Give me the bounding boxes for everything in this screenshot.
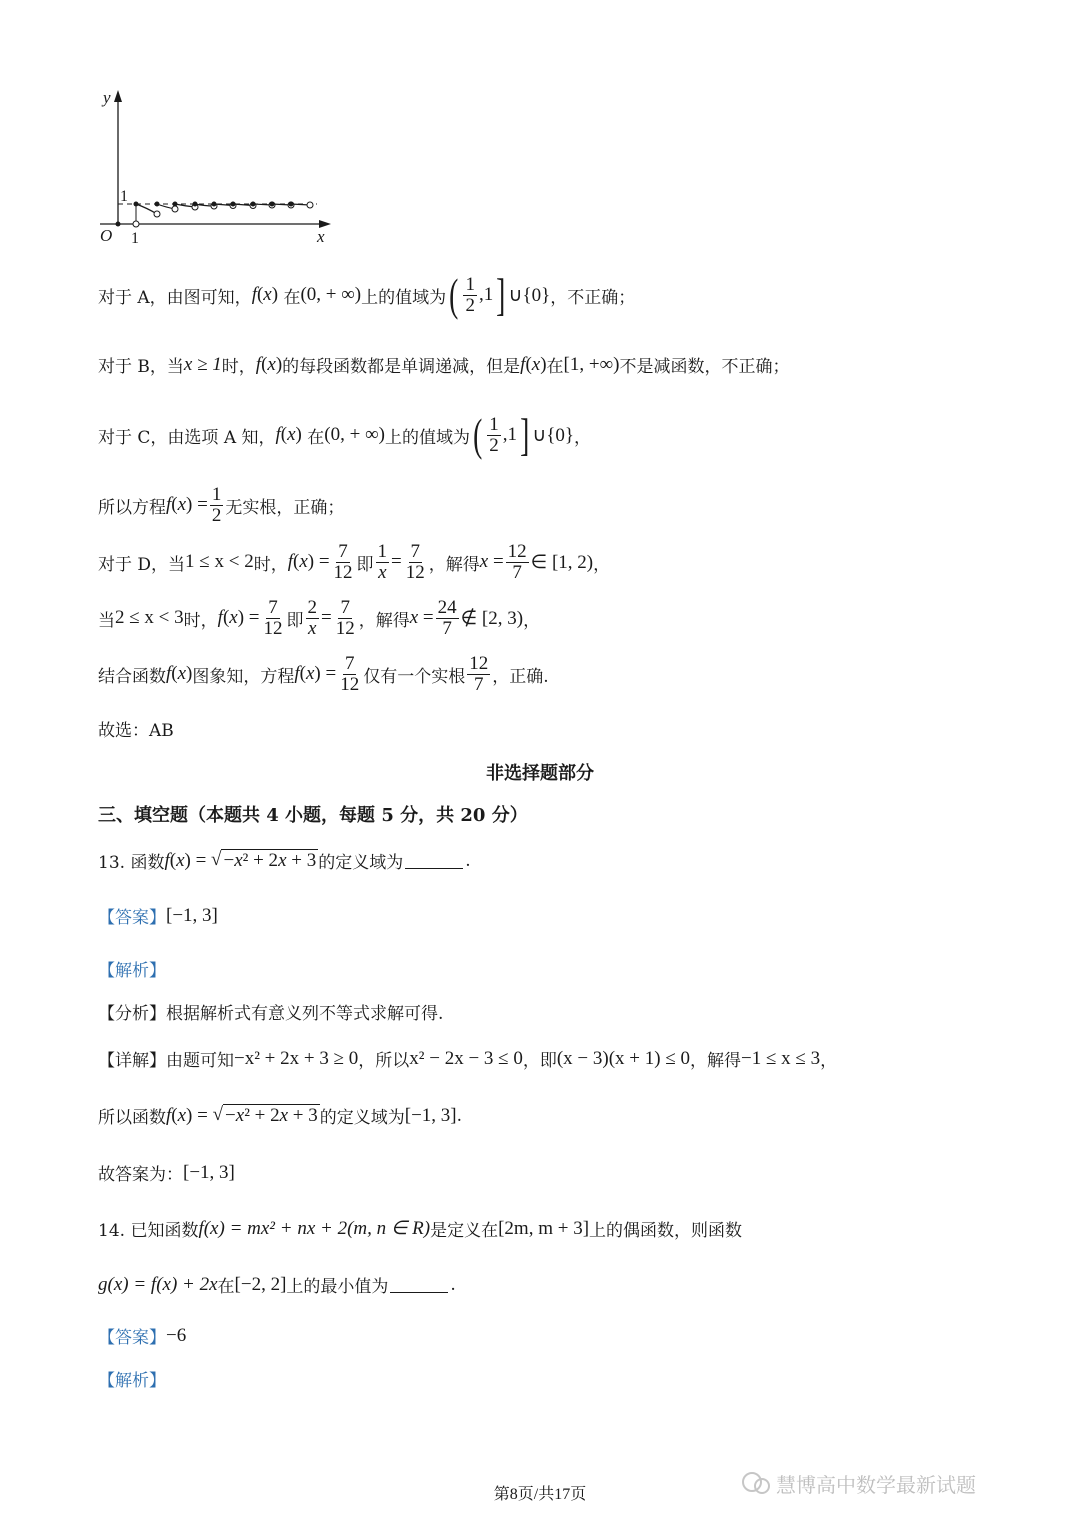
q13-xiangjie: 【详解】 由题可知 −x² + 2x + 3 ≥ 0 ，所以 x² − 2x − 3 ≤ 0 ，即 (x − 3)(x + 1) ≤ 0 ，解得 −1 ≤ x ≤ 3 ， [98, 1047, 838, 1071]
watermark [738, 1440, 1068, 1520]
q14-answer: 【答案】 −6 [98, 1324, 187, 1348]
option-c-analysis: 对于 C，由选项 A 知， f(x) 在 (0, + ∞) 上的值域为 ( $\frac{1}{2}$ ,1 ] ∪{0} ， [98, 409, 592, 460]
option-c-conclusion: 所以方程 f(x) = $\frac{1}{2}$ 无实根，正确； [98, 484, 345, 526]
x-one-label: 1 [131, 230, 139, 247]
option-d-conclusion: 结合函数 f(x) 图象知，方程 f(x) = $\frac{7}{12}$ 仅有一个实根 $\frac{12}{7}$ ，正确. [98, 653, 549, 695]
y-one-label: 1 [120, 188, 128, 205]
svg-text:慧博高中数学最新试题: 慧博高中数学最新试题 [776, 1473, 976, 1497]
part-three-heading: 三、填空题（本题共 4 小题，每题 5 分，共 20 分） [98, 805, 528, 826]
q13-jiexi-tag: 【解析】 [98, 961, 166, 981]
q13-fenxi: 【分析】 根据解析式有意义列不等式求解可得. [98, 1004, 444, 1024]
page-footer: 第8页/共17页 [493, 1486, 587, 1503]
answer-blank [405, 852, 463, 869]
option-b-analysis: 对于 B，当 x ≥ 1 时， f(x) 的每段函数都是单调递减，但是 f(x) 在 [1, +∞) 不是减函数，不正确； [98, 353, 790, 377]
question-14-line2: g(x) = f(x) + 2x 在 [−2, 2] 上的最小值为 . [98, 1273, 456, 1297]
origin-label: O [100, 226, 113, 245]
option-d-case2: 当 2 ≤ x < 3 时， f(x) = $\frac{7}{12}$ 即 $\frac{2}{x}$ = $\frac{7}{12}$ ，解得 x = $\frac{24}{7}$ ∉ [2, 3) ， [98, 597, 541, 639]
x-axis-label: x [317, 227, 325, 246]
choice-line: 故选：AB [98, 721, 174, 741]
question-13: 13. 函数 f(x) = √ −x² + 2x + 3 的定义域为 . [98, 849, 471, 873]
q13-answer: 【答案】 [−1, 3] [98, 904, 218, 928]
option-d-case1: 对于 D，当 1 ≤ x < 2 时， f(x) = $\frac{7}{12}$ 即 $\frac{1}{x}$ = $\frac{7}{12}$ ，解得 x = $\frac{12}{7}$ ∈ [1, 2) ， [98, 541, 611, 583]
q13-final-answer: 故答案为： [−1, 3] [98, 1161, 235, 1185]
answer-blank [390, 1276, 448, 1293]
step-function-graph [95, 88, 335, 248]
question-14: 14. 已知函数 f(x) = mx² + nx + 2(m, n ∈ R) 是定义在 [2m, m + 3] 上的偶函数，则函数 [98, 1217, 743, 1241]
option-a-analysis: 对于 A，由图可知， f(x) 在 (0, + ∞) 上的值域为 ( $\frac{1}{2}$ ,1 ] ∪{0} ，不正确； [98, 269, 636, 320]
y-axis-label: y [103, 88, 111, 107]
section-title: 非选择题部分 [486, 763, 594, 784]
q14-jiexi-tag: 【解析】 [98, 1371, 166, 1391]
q13-domain-conclusion: 所以函数 f(x) = √ −x² + 2x + 3 的定义域为 [−1, 3] . [98, 1104, 463, 1128]
